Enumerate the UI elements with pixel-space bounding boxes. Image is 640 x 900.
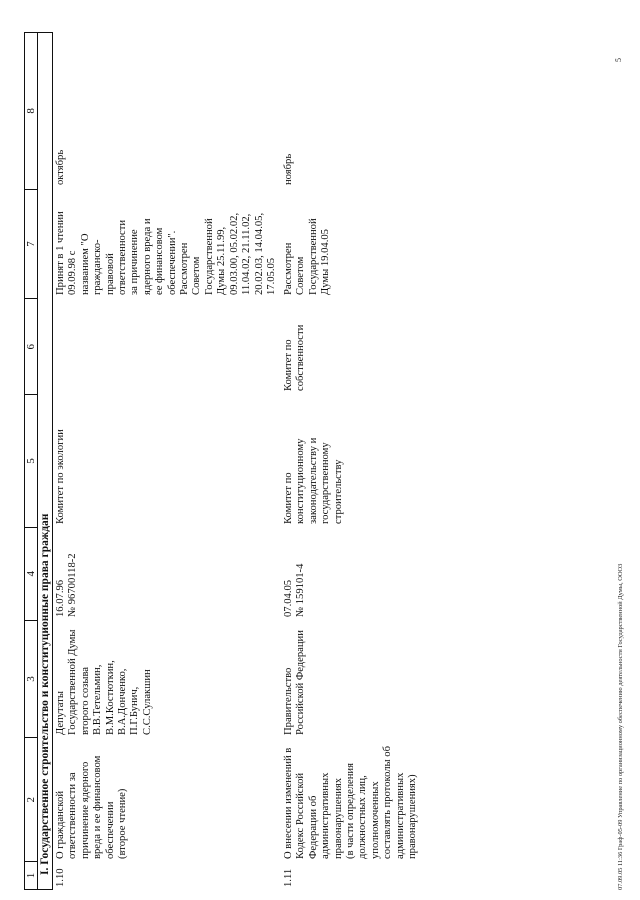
section-title: I. Государственное строительство и конституционные права граждан bbox=[38, 32, 53, 890]
co-committee bbox=[281, 298, 531, 394]
cell-line: 11.04.02, 21.11.02, bbox=[241, 213, 253, 295]
col-num-6: 6 bbox=[25, 298, 37, 394]
bill-date-number bbox=[53, 527, 281, 620]
cell-line: правовой bbox=[104, 253, 116, 295]
bill-table bbox=[24, 32, 531, 890]
bill-status bbox=[281, 188, 531, 298]
column-number-header bbox=[24, 32, 38, 890]
cell-line: Принят в 1 чтении bbox=[55, 211, 66, 295]
cell-line: административных bbox=[394, 772, 406, 859]
cell-line: Советом bbox=[295, 256, 307, 295]
cell-line: Федерации об bbox=[307, 795, 319, 859]
co-committee bbox=[53, 298, 281, 394]
cell-line: ноябрь bbox=[283, 153, 294, 185]
cell-line: ответственности за bbox=[67, 772, 79, 859]
col-num-5: 5 bbox=[25, 394, 37, 527]
document-page bbox=[10, 10, 630, 890]
cell-line: Депутаты bbox=[55, 691, 66, 735]
cell-line: Комитет по bbox=[283, 339, 294, 391]
cell-line: ее финансовом bbox=[154, 227, 166, 295]
cell-line: Российской Федерации bbox=[295, 630, 307, 735]
cell-line: строительству bbox=[332, 459, 344, 524]
cell-line: законодательству и bbox=[307, 437, 319, 524]
footer-line: 07.09.05 11:36 Граф-05-09 Управление по организационному обеспечению деятельности Государственной Думы, ООО3 bbox=[617, 563, 624, 890]
bill-initiator bbox=[53, 620, 281, 738]
cell-line: В.А.Донченко, bbox=[117, 668, 129, 735]
bill-date-number bbox=[281, 527, 531, 620]
responsible-committee bbox=[281, 394, 531, 527]
bill-title bbox=[281, 738, 531, 862]
cell-line: Государственной bbox=[203, 218, 215, 295]
cell-line: должностных лиц, bbox=[357, 775, 369, 859]
row-number: 1.11 bbox=[283, 868, 294, 887]
cell-line: Думы 25.11.99, bbox=[216, 226, 228, 295]
cell-line: за причинение bbox=[129, 229, 141, 295]
cell-line: гражданско- bbox=[92, 239, 104, 295]
cell-line: О внесении изменений в bbox=[283, 747, 294, 859]
col-num-4: 4 bbox=[25, 527, 37, 620]
page-number: 5 bbox=[614, 58, 623, 62]
planned-month bbox=[281, 32, 531, 188]
cell-line: составлять протоколы об bbox=[382, 746, 394, 859]
cell-line: 09.03.00, 05.02.02, bbox=[228, 212, 240, 295]
cell-line: государственному bbox=[320, 442, 332, 524]
cell-line: С.С.Сулакшин bbox=[141, 669, 153, 735]
cell-line: Думы 19.04.05 bbox=[320, 229, 332, 295]
cell-line: В.М.Костюткин, bbox=[104, 660, 116, 735]
cell-line: 07.04.05 bbox=[283, 579, 294, 617]
cell-line: П.Г.Бунич, bbox=[129, 686, 141, 735]
planned-month bbox=[53, 32, 281, 188]
cell-line: причинение ядерного bbox=[79, 761, 91, 859]
cell-line: правонарушениях bbox=[332, 777, 344, 859]
cell-line: (в части определения bbox=[345, 763, 357, 859]
col-num-1: 1 bbox=[25, 861, 37, 889]
table-row bbox=[53, 32, 281, 890]
cell-line: обеспечении bbox=[104, 801, 116, 859]
cell-line: № 96700118-2 bbox=[67, 553, 79, 617]
cell-line: 16.07.96 bbox=[55, 579, 66, 617]
cell-line: О гражданской bbox=[55, 790, 66, 859]
col-num-2: 2 bbox=[25, 737, 37, 861]
cell-line: правонарушениях) bbox=[407, 774, 419, 859]
cell-line: ядерного вреда и bbox=[141, 218, 153, 295]
cell-line: Правительство bbox=[283, 667, 294, 735]
cell-line: Комитет по экологии bbox=[55, 429, 66, 524]
cell-line: конституционному bbox=[295, 438, 307, 524]
cell-line: (второе чтение) bbox=[117, 788, 129, 859]
cell-line: октябрь bbox=[55, 149, 66, 185]
bill-initiator bbox=[281, 620, 531, 738]
cell-line: второго созыва bbox=[79, 666, 91, 735]
cell-line: обеспечении". bbox=[166, 230, 178, 295]
cell-line: Советом bbox=[191, 256, 203, 295]
cell-line: В.В.Тетельмин, bbox=[92, 664, 104, 735]
cell-line: 20.02.03, 14.04.05, bbox=[253, 212, 265, 295]
cell-line: Кодекс Российской bbox=[295, 772, 307, 859]
cell-line: названием "О bbox=[79, 233, 91, 295]
cell-line: собственности bbox=[295, 324, 307, 391]
col-num-7: 7 bbox=[25, 189, 37, 299]
bill-status bbox=[53, 188, 281, 298]
cell-line: 09.09.98 с bbox=[67, 250, 79, 295]
responsible-committee bbox=[53, 394, 281, 527]
bill-title bbox=[53, 738, 281, 862]
col-num-3: 3 bbox=[25, 620, 37, 738]
cell-line: ответственности bbox=[117, 219, 129, 295]
cell-line: вреда и ее финансовом bbox=[92, 755, 104, 859]
cell-line: Государственной Думы bbox=[67, 629, 79, 735]
cell-line: Государственной bbox=[307, 218, 319, 295]
cell-line: № 159101-4 bbox=[295, 563, 307, 617]
table-row bbox=[281, 32, 531, 890]
col-num-8: 8 bbox=[25, 108, 37, 114]
cell-line: административных bbox=[320, 772, 332, 859]
cell-line: уполномоченных bbox=[369, 781, 381, 859]
cell-line: Рассмотрен bbox=[283, 242, 294, 295]
cell-line: Комитет по bbox=[283, 472, 294, 524]
row-number: 1.10 bbox=[55, 868, 66, 887]
cell-line: Рассмотрен bbox=[179, 242, 191, 295]
cell-line: 17.05.05 bbox=[265, 257, 277, 295]
